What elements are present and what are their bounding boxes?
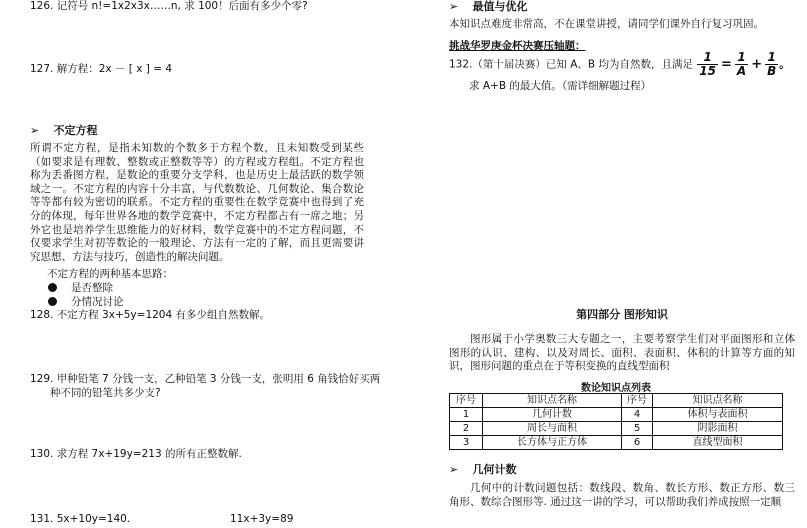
section-header-optimization	[449, 0, 528, 14]
question-132-text: 132.（第十届决赛）已知 A、B 均为自然数，且满足	[449, 58, 693, 71]
method-label: 是否整除	[71, 282, 113, 294]
method-item	[48, 295, 124, 309]
part-intro-paragraph: 图形属于小学奥数三大专题之一，主要考察学生们对平面图形和立体图形的认识、建构、以及对周长、面积、表面积、体积的计算等方面的知识，图形问题的重点在于等积变换的直线型面积	[449, 333, 795, 373]
question-128: 128. 不定方程 3x+5y=1204 有多少组自然数解。	[30, 309, 270, 321]
section-title: 几何计数	[472, 463, 517, 476]
table-cell: 6	[622, 436, 653, 450]
table-row	[450, 436, 783, 450]
table-cell: 周长与面积	[483, 422, 622, 436]
table-header-cell: 知识点名称	[483, 394, 622, 408]
table-cell: 直线型面积	[653, 436, 783, 450]
section-title: 不定方程	[53, 124, 98, 137]
plus-sign: +	[751, 56, 763, 72]
table-cell: 长方体与正方体	[483, 436, 622, 450]
question-132-period: 。	[779, 58, 790, 71]
table-cell: 几何计数	[483, 408, 622, 422]
challenge-heading: 挑战华罗庚金杯决赛压轴题：	[449, 40, 586, 52]
bullet-icon	[48, 283, 57, 292]
question-129-line1: 129. 甲种铅笔 7 分钱一支，乙种铅笔 3 分钱一支，张明用 6 角钱恰好买两	[30, 373, 381, 385]
question-132-line2: 求 A+B 的最大值。（需详细解题过程）	[469, 80, 652, 92]
table-header-cell: 序号	[622, 394, 653, 408]
section-title: 最值与优化	[472, 0, 528, 13]
fraction-1-over-15: $\frac{1}{15}$	[699, 50, 716, 78]
table-header-cell: 知识点名称	[653, 394, 783, 408]
section-header-indefinite-equations	[30, 122, 98, 138]
arrow-bullet-icon: ➢	[30, 124, 40, 137]
table-cell: 5	[622, 422, 653, 436]
question-126: 126. 记符号 n!=1x2x3x……n, 求 100！后面有多少个零?	[30, 0, 308, 12]
method-item	[48, 281, 113, 295]
table-row	[450, 422, 783, 436]
bullet-icon	[48, 297, 57, 306]
question-131-b: 11x+3y=89	[230, 513, 294, 525]
counting-intro-paragraph: 几何中的计数问题包括：数线段、数角、数长方形、数正方形、数三角形、数综合图形等. 通过这一讲的学习，可以帮助我们养成按照一定顺	[449, 482, 795, 508]
question-130: 130. 求方程 7x+19y=213 的所有正整数解.	[30, 448, 242, 460]
question-132-line1	[449, 51, 790, 78]
arrow-bullet-icon: ➢	[449, 0, 459, 13]
table-header-row	[450, 394, 783, 408]
question-129-line2: 种不同的铅笔共多少支?	[50, 387, 161, 399]
table-caption: 数论知识点列表	[581, 383, 651, 394]
table-cell: 3	[450, 436, 483, 450]
table-row	[450, 408, 783, 422]
part-four-title: 第四部分 图形知识	[576, 308, 668, 321]
arrow-bullet-icon: ➢	[449, 463, 459, 476]
table-cell: 1	[450, 408, 483, 422]
methods-intro: 不定方程的两种基本思路：	[47, 268, 173, 280]
question-127: 127. 解方程：2x － [ x ] = 4	[30, 63, 173, 75]
fraction-1-over-b: $\frac{1}{B}$	[767, 50, 777, 78]
section-header-geometric-counting	[449, 461, 517, 477]
table-cell: 阴影面积	[653, 422, 783, 436]
intro-paragraph: 所谓不定方程，是指未知数的个数多于方程个数，且未知数受到某些（如要求是有理数、整数或正整数等等）的方程或方程组。不定方程也称为丢番图方程，是数论的重要分支学科，也是历史上最活跃的数学领域之一。不定方程的内容十分丰富，与代数数论、几何数论、集合数论等等都有较为密切的联系。不定方程的重要性在数学竞赛中也得到了充分的体现，每年世界各地的数学竞赛中，不定方程都占有一席之地；另外它也是培养学生思维能力的好材料，数学竞赛中的不定方程问题，不仅要求学生对初等数论的一般理论、方法有一定的了解，而且更需要讲究思想、方法与技巧，创造性的解决问题。	[30, 142, 364, 263]
table-cell: 体积与表面积	[653, 408, 783, 422]
method-label: 分情况讨论	[71, 296, 124, 308]
knowledge-points-table	[449, 393, 783, 450]
difficulty-note: 本知识点难度非常高，不在课堂讲授，请同学们课外自行复习巩固。	[449, 18, 764, 30]
table-cell: 4	[622, 408, 653, 422]
question-131-a: 131. 5x+10y=140.	[30, 513, 131, 525]
table-header-cell: 序号	[450, 394, 483, 408]
table-cell: 2	[450, 422, 483, 436]
equals-sign: =	[721, 56, 732, 72]
fraction-1-over-a: $\frac{1}{A}$	[736, 50, 747, 78]
